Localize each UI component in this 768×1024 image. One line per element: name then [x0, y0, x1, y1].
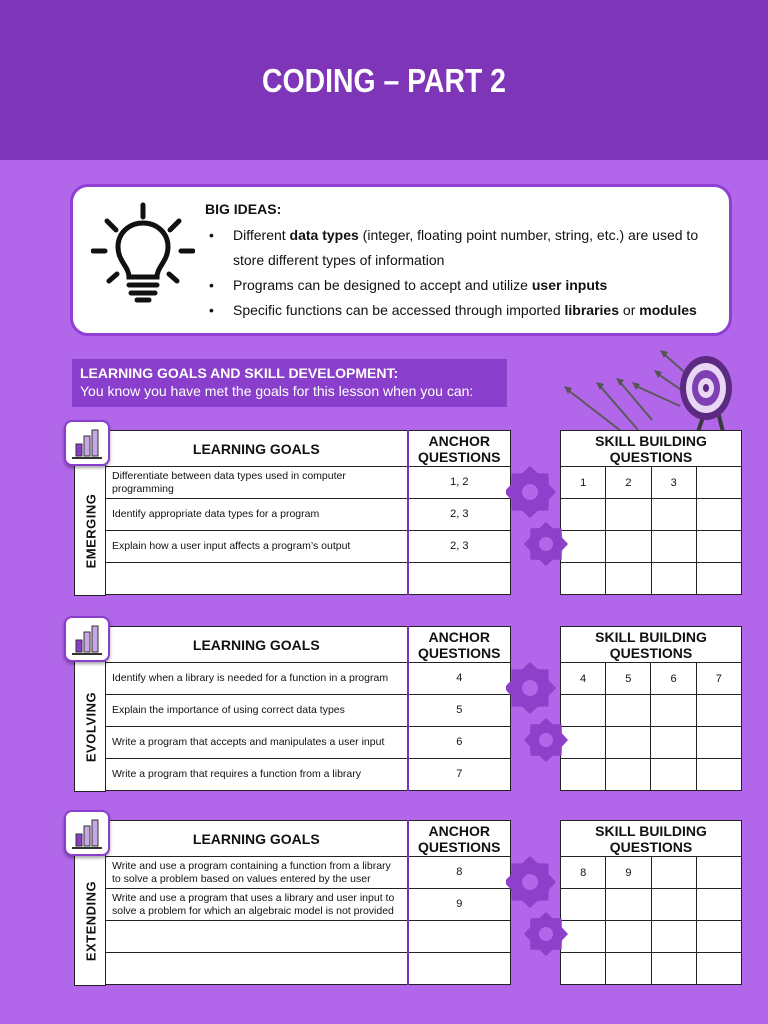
table-row [561, 531, 742, 563]
learning-goals-banner [72, 359, 507, 407]
table-row [106, 857, 511, 889]
skill-cell: 8 [561, 857, 606, 889]
anchor-cell: 5 [408, 695, 511, 727]
anchor-cell: 4 [408, 663, 511, 695]
skill-building-table [560, 820, 742, 985]
table-row [561, 563, 742, 595]
skill-cell [606, 695, 651, 727]
goal-cell: Explain the importance of using correct data types [106, 695, 408, 727]
skill-cell [696, 759, 741, 791]
table-row [106, 531, 511, 563]
skill-cell [606, 531, 651, 563]
big-ideas-heading: BIG IDEAS: [205, 201, 282, 217]
skill-cell: 9 [606, 857, 651, 889]
anchor-questions-header: ANCHOR QUESTIONS [408, 821, 511, 857]
goal-cell: Write and use a program that uses a library and user input to solve a problem for which an algebraic model is not provided [106, 889, 408, 921]
table-row [106, 467, 511, 499]
gears-icon [506, 658, 568, 778]
skill-cell [651, 889, 696, 921]
skill-cell [651, 563, 696, 595]
skill-cell [606, 921, 651, 953]
table-row [106, 921, 511, 953]
skill-cell [606, 759, 651, 791]
skill-cell [696, 499, 741, 531]
skill-cell [696, 921, 741, 953]
big-ideas-list [209, 223, 721, 323]
big-idea-text: or [619, 302, 640, 318]
goal-cell: Write a program that requires a function from a library [106, 759, 408, 791]
anchor-cell: 9 [408, 889, 511, 921]
anchor-questions-header: ANCHOR QUESTIONS [408, 431, 511, 467]
skill-cell: 4 [561, 663, 606, 695]
anchor-cell: 6 [408, 727, 511, 759]
skill-cell [606, 953, 651, 985]
page-header [0, 0, 768, 160]
skill-cell [651, 921, 696, 953]
goal-cell [106, 953, 408, 985]
table-row [561, 727, 742, 759]
anchor-cell: 2, 3 [408, 531, 511, 563]
banner-subtitle: You know you have met the goals for this lesson when you can: [80, 383, 474, 399]
table-row [106, 889, 511, 921]
table-row [561, 499, 742, 531]
table-row [106, 499, 511, 531]
section-emerging [74, 430, 742, 596]
skill-cell: 2 [606, 467, 651, 499]
big-idea-keyword: data types [289, 227, 359, 243]
skill-cell: 5 [606, 663, 651, 695]
anchor-cell [408, 953, 511, 985]
skill-cell [696, 953, 741, 985]
skill-cell [651, 759, 696, 791]
skill-cell [696, 467, 741, 499]
anchor-cell [408, 563, 511, 595]
skill-building-table [560, 626, 742, 791]
skill-cell [696, 563, 741, 595]
anchor-cell: 2, 3 [408, 499, 511, 531]
big-ideas-box [70, 184, 732, 336]
learning-goals-table [105, 626, 511, 791]
skill-cell [696, 531, 741, 563]
anchor-cell: 1, 2 [408, 467, 511, 499]
skill-cell [651, 531, 696, 563]
skill-cell: 7 [696, 663, 741, 695]
skill-cell [696, 727, 741, 759]
skill-building-table [560, 430, 742, 595]
table-row [106, 953, 511, 985]
skill-cell [651, 953, 696, 985]
skill-cell [696, 695, 741, 727]
anchor-cell: 7 [408, 759, 511, 791]
goal-cell: Identify when a library is needed for a function in a program [106, 663, 408, 695]
learning-goals-table [105, 430, 511, 595]
skill-cell [606, 727, 651, 759]
anchor-cell [408, 921, 511, 953]
learning-goals-header: LEARNING GOALS [106, 627, 408, 663]
goal-cell [106, 563, 408, 595]
gears-icon [506, 462, 568, 582]
skill-cell [606, 563, 651, 595]
skill-building-header: SKILL BUILDING QUESTIONS [561, 431, 742, 467]
bar-chart-icon [64, 420, 110, 466]
table-row [561, 695, 742, 727]
skill-building-header: SKILL BUILDING QUESTIONS [561, 821, 742, 857]
skill-cell [651, 857, 696, 889]
section-extending [74, 820, 742, 986]
lightbulb-icon [91, 201, 195, 305]
table-row [561, 921, 742, 953]
skill-cell [606, 889, 651, 921]
big-idea-text: Programs can be designed to accept and utilize [233, 277, 532, 293]
table-row [106, 563, 511, 595]
skill-cell: 1 [561, 467, 606, 499]
stage-label: EVOLVING [83, 691, 99, 763]
big-idea-keyword: modules [639, 302, 697, 318]
skill-building-header: SKILL BUILDING QUESTIONS [561, 627, 742, 663]
goal-cell: Write a program that accepts and manipulates a user input [106, 727, 408, 759]
table-row [106, 727, 511, 759]
skill-cell: 6 [651, 663, 696, 695]
skill-cell [651, 727, 696, 759]
table-row [106, 663, 511, 695]
big-idea-text: (integer, floating point number, string, etc.) are used to store different types of information [233, 227, 699, 268]
goal-cell: Explain how a user input affects a program’s output [106, 531, 408, 563]
bar-chart-icon [64, 616, 110, 662]
big-idea-text: Specific functions can be accessed through imported [233, 302, 565, 318]
skill-cell [696, 889, 741, 921]
table-row [561, 889, 742, 921]
table-row [106, 695, 511, 727]
big-idea-item [209, 298, 721, 323]
banner-title: LEARNING GOALS AND SKILL DEVELOPMENT: [80, 365, 399, 381]
big-idea-text: Different [233, 227, 290, 243]
bar-chart-icon [64, 810, 110, 856]
stage-label: EMERGING [83, 493, 99, 569]
table-row [561, 467, 742, 499]
table-row [106, 759, 511, 791]
skill-cell [651, 695, 696, 727]
goal-cell: Identify appropriate data types for a program [106, 499, 408, 531]
big-idea-keyword: user inputs [531, 277, 608, 293]
skill-cell [651, 499, 696, 531]
skill-cell [696, 857, 741, 889]
goal-cell: Write and use a program containing a function from a library to solve a problem based on values entered by the user [106, 857, 408, 889]
big-idea-keyword: libraries [564, 302, 620, 318]
gears-icon [506, 852, 568, 972]
skill-cell: 3 [651, 467, 696, 499]
goal-cell: Differentiate between data types used in computer programming [106, 467, 408, 499]
skill-cell [606, 499, 651, 531]
section-evolving [74, 626, 742, 792]
big-idea-item [209, 273, 721, 298]
goal-cell [106, 921, 408, 953]
table-row [561, 663, 742, 695]
big-idea-item [209, 223, 721, 273]
table-row [561, 759, 742, 791]
learning-goals-header: LEARNING GOALS [106, 431, 408, 467]
page-title: CODING – PART 2 [262, 62, 506, 99]
anchor-cell: 8 [408, 857, 511, 889]
anchor-questions-header: ANCHOR QUESTIONS [408, 627, 511, 663]
stage-label: EXTENDING [83, 880, 99, 962]
learning-goals-table [105, 820, 511, 985]
learning-goals-header: LEARNING GOALS [106, 821, 408, 857]
table-row [561, 953, 742, 985]
table-row [561, 857, 742, 889]
